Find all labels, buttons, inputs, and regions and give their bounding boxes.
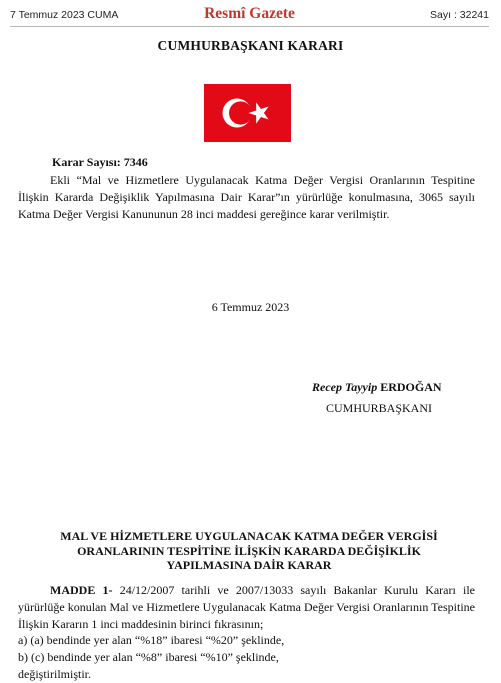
header-date: 7 Temmuz 2023 CUMA	[10, 9, 119, 21]
gazette-header	[10, 6, 489, 27]
decree-heading: CUMHURBAŞKANI KARARI	[157, 38, 344, 53]
article-item-b: b) (c) bendinde yer alan “%8” ibaresi “%10” şeklinde,	[18, 650, 279, 665]
article-closing: değiştirilmiştir.	[18, 666, 92, 681]
article-item-a: a) (a) bendinde yer alan “%18” ibaresi “%20” şeklinde,	[18, 633, 285, 648]
intro-paragraph: Ekli “Mal ve Hizmetlere Uygulanacak Katma Değer Vergisi Oranlarının Tespitine İlişkin Kararda Değişiklik Yapılmasına Dair Karar”ın yürürlüğe konulmasına, 3065 sayılı Katma Değer Vergisi Kanununun 28 inci maddesi gereğince karar verilmiştir.	[18, 173, 475, 221]
signatory-title: CUMHURBAŞKANI	[326, 401, 433, 415]
decree-date: 6 Temmuz 2023	[211, 300, 290, 314]
signatory-last-name: ERDOĞAN	[380, 380, 442, 394]
law-title: MAL VE HİZMETLERE UYGULANACAK KATMA DEĞER VERGİSİ ORANLARININ TESPİTİNE İLİŞKİN KARARDA DEĞİŞİKLİK YAPILMASINA DAİR KARAR	[60, 529, 438, 573]
issue-number: Sayı : 32241	[430, 9, 489, 21]
signatory-first-name: Recep Tayyip	[312, 380, 378, 394]
article-1	[18, 582, 475, 683]
gazette-title: Resmî Gazete	[204, 5, 295, 22]
signatory-name	[312, 380, 442, 395]
article-1-body	[18, 582, 475, 632]
article-label: MADDE 1-	[50, 583, 113, 597]
turkish-flag-icon	[204, 84, 291, 142]
decree-number: Karar Sayısı: 7346	[52, 155, 148, 169]
article-text: 24/12/2007 tarihli ve 2007/13033 sayılı Bakanlar Kurulu Kararı ile yürürlüğe konulan Mal ve Hizmetlere Uygulanacak Katma Değer Vergisi Oranlarının Tespitine İlişkin Kararın 1 inci maddesinin birinci fıkrasının;	[18, 583, 476, 631]
